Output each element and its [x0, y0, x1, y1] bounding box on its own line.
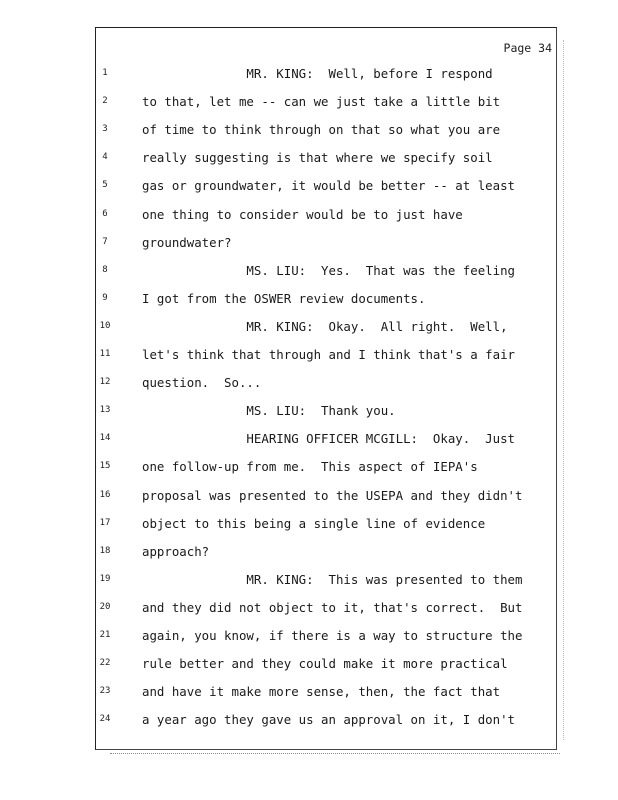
line-text: HEARING OFFICER MCGILL: Okay. Just [142, 431, 515, 447]
transcript-line [96, 291, 556, 319]
line-text: again, you know, if there is a way to structure the [142, 628, 523, 643]
line-text: and they did not object to it, that's correct. But [142, 599, 523, 615]
line-text: question. So... [142, 375, 262, 391]
transcript-line [96, 319, 556, 347]
line-number: 4 [102, 152, 108, 163]
transcript-line [96, 235, 556, 263]
transcript-line [96, 178, 556, 206]
transcript-line [96, 150, 556, 178]
page-number: Page 34 [503, 41, 552, 55]
line-number: 7 [102, 236, 108, 247]
line-text: MR. KING: Well, before I respond [142, 66, 493, 81]
line-text: MS. LIU: Yes. That was the feeling [142, 262, 515, 278]
line-number: 23 [99, 686, 111, 697]
line-text: of time to think through on that so what you are [142, 122, 501, 138]
line-text: gas or groundwater, it would be better -- at least [142, 178, 515, 194]
transcript-line [96, 516, 556, 544]
line-number: 16 [99, 489, 111, 500]
transcript-page [95, 27, 557, 750]
transcript-line [96, 712, 556, 740]
line-number: 5 [102, 180, 108, 191]
transcript-line [96, 656, 556, 684]
margin-rule [563, 40, 565, 740]
transcript-line [96, 684, 556, 712]
line-number: 8 [102, 264, 108, 275]
line-text: approach? [142, 543, 210, 559]
transcript-line [96, 66, 556, 94]
line-number: 18 [99, 545, 111, 556]
transcript-line [96, 628, 556, 656]
line-text: MR. KING: Okay. All right. Well, [142, 318, 508, 334]
line-number: 10 [99, 320, 111, 331]
line-number: 12 [99, 377, 111, 388]
line-text: let's think that through and I think that's a fair [142, 347, 515, 362]
line-number: 9 [102, 292, 108, 303]
line-number: 22 [99, 658, 111, 669]
line-number: 19 [99, 573, 111, 584]
line-text: to that, let me -- can we just take a little bit [142, 94, 501, 110]
transcript-line [96, 459, 556, 487]
transcript-line [96, 347, 556, 375]
transcript-line [96, 263, 556, 291]
line-number: 15 [99, 461, 111, 472]
transcript-line [96, 375, 556, 403]
line-number: 2 [102, 96, 108, 107]
transcript-line [96, 207, 556, 235]
line-text: I got from the OSWER review documents. [142, 290, 426, 306]
line-text: object to this being a single line of evidence [142, 515, 486, 531]
line-text: really suggesting is that where we specify soil [142, 150, 493, 166]
line-number: 13 [99, 405, 111, 416]
transcript-line [96, 122, 556, 150]
transcript-line [96, 94, 556, 122]
line-text: proposal was presented to the USEPA and they didn't [142, 487, 523, 503]
line-number: 21 [99, 630, 111, 640]
transcript-line [96, 431, 556, 459]
line-number: 3 [102, 124, 108, 135]
line-number: 17 [99, 517, 111, 528]
transcript-line [96, 600, 556, 628]
line-text: MS. LIU: Thank you. [142, 403, 396, 419]
line-text: one thing to consider would be to just have [142, 206, 463, 222]
transcript-line [96, 488, 556, 516]
line-text: groundwater? [142, 234, 232, 250]
line-text: rule better and they could make it more practical [142, 656, 508, 672]
line-number: 6 [102, 208, 108, 219]
line-text: one follow-up from me. This aspect of IEPA's [142, 459, 478, 475]
line-text: MR. KING: This was presented to them [142, 571, 523, 587]
line-number: 24 [99, 714, 111, 725]
line-number: 11 [99, 349, 111, 359]
line-number: 14 [99, 433, 111, 444]
line-text: a year ago they gave us an approval on it, I don't [142, 712, 515, 728]
transcript-line [96, 572, 556, 600]
transcript-line [96, 544, 556, 572]
line-number: 20 [99, 601, 111, 612]
line-text: and have it make more sense, then, the fact that [142, 684, 501, 700]
page-footer-rule [110, 753, 560, 757]
line-number: 1 [102, 68, 108, 78]
transcript-line [96, 403, 556, 431]
